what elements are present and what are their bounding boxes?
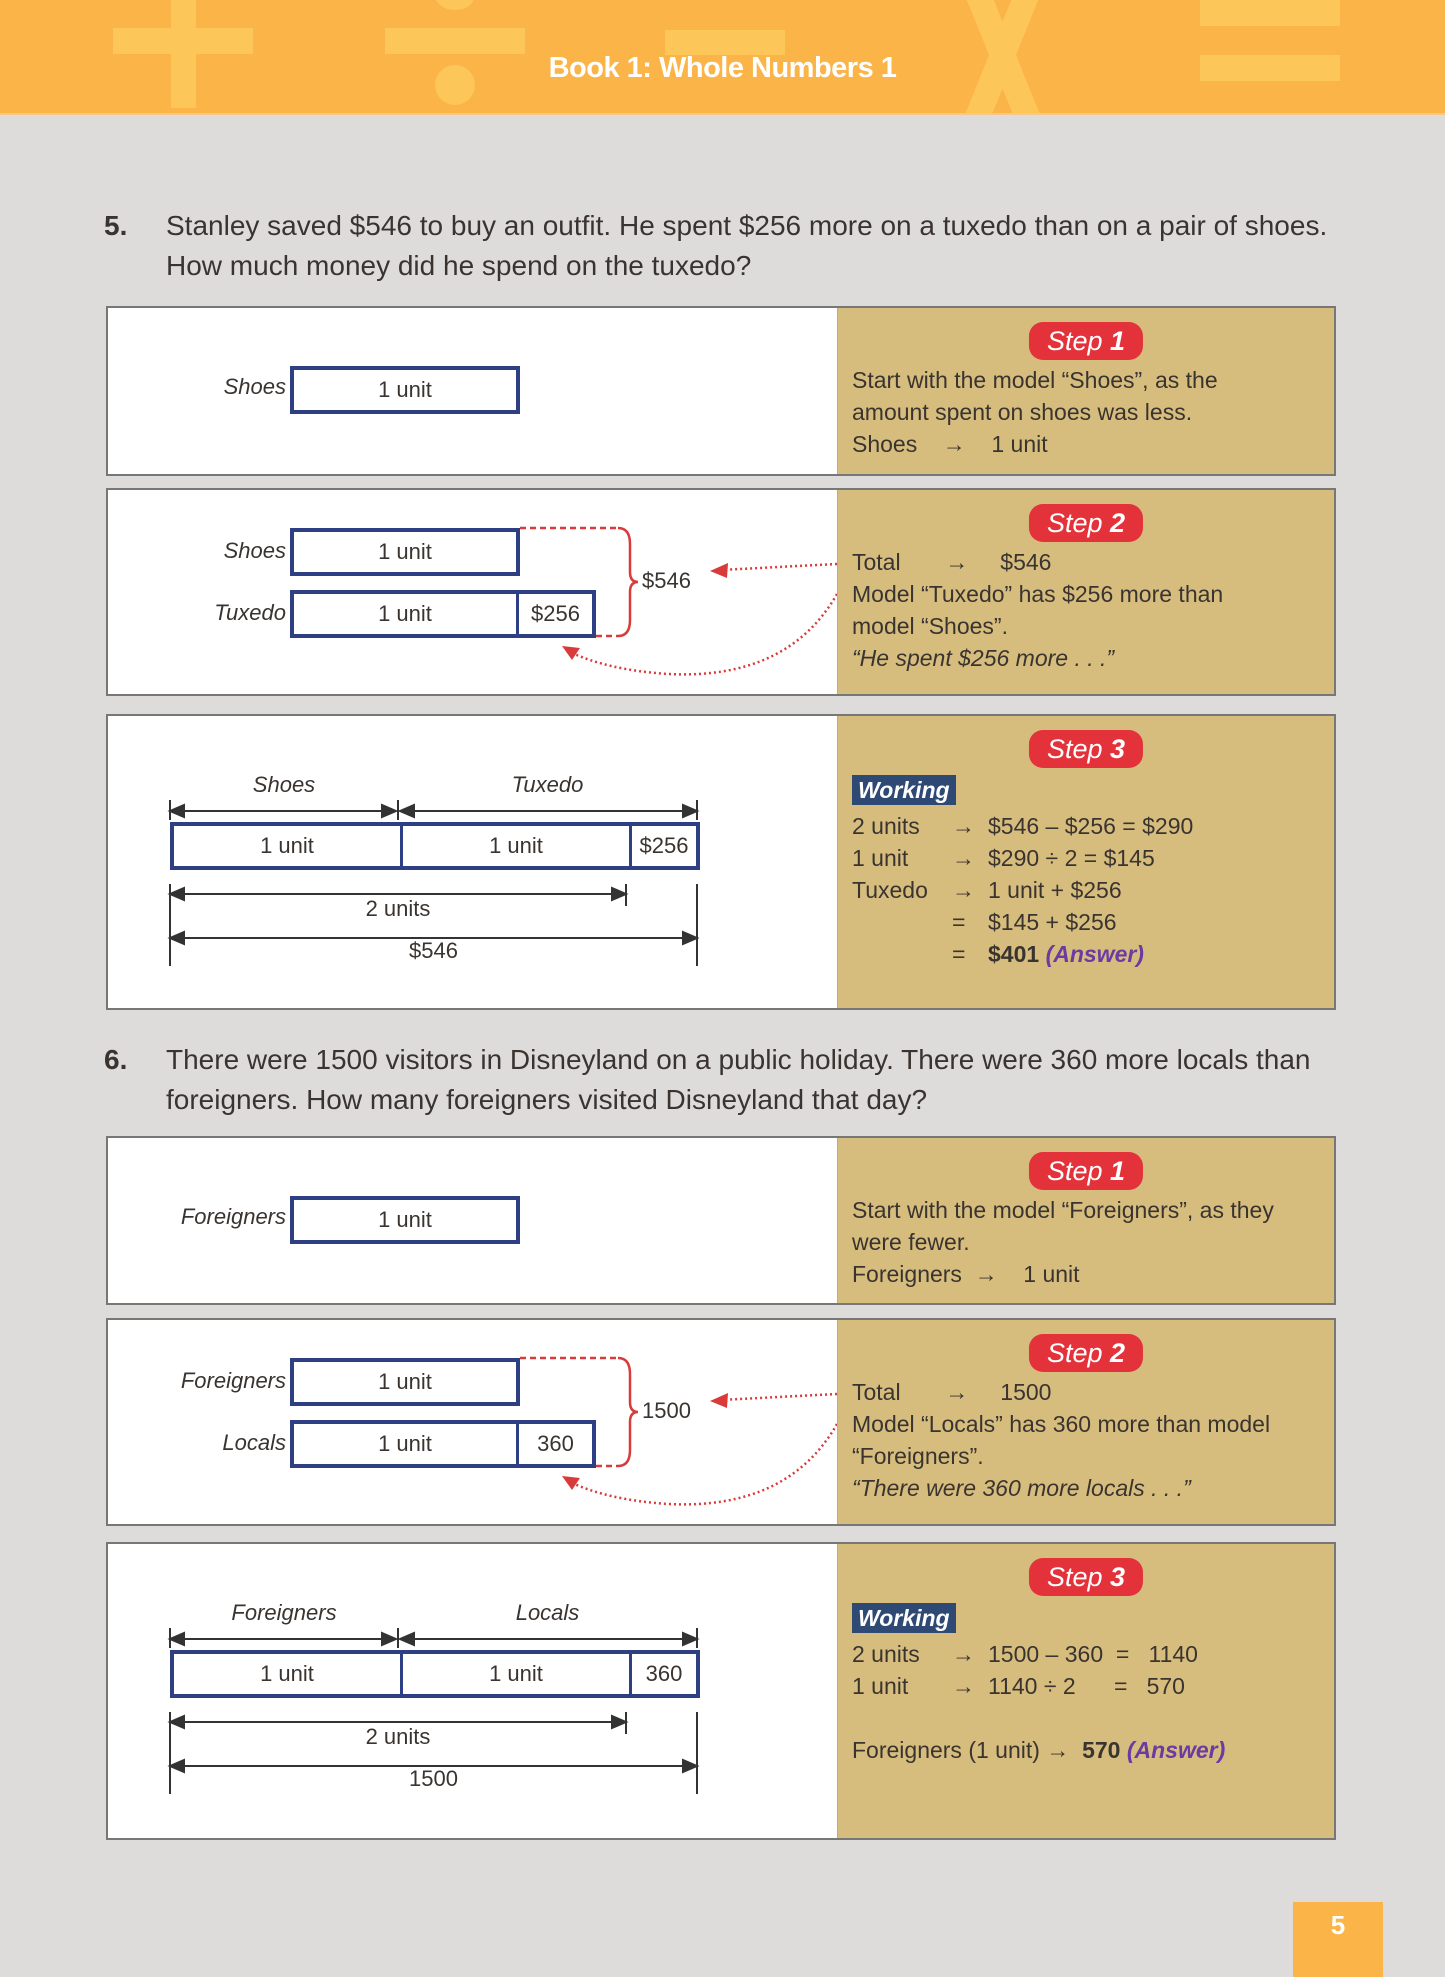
- dimension-label: 1500: [409, 1766, 458, 1791]
- model-label: Foreigners: [180, 1204, 286, 1229]
- total-label: 1500: [642, 1398, 691, 1423]
- model-bar: [290, 1196, 520, 1244]
- mapping-line: [852, 1258, 1324, 1290]
- bar-segment: 1 unit: [378, 539, 432, 564]
- text-line: “Foreigners”.: [852, 1443, 984, 1469]
- arrow-icon: →: [942, 431, 966, 457]
- combined-bar: [170, 822, 700, 870]
- arrow-icon: →: [945, 549, 969, 575]
- working-row: [852, 874, 1324, 906]
- bar-segment-extra: 360: [516, 1424, 592, 1464]
- equals-sign: =: [952, 909, 966, 935]
- bar-segment: 1 unit: [378, 1207, 432, 1232]
- text-line: Model “Tuxedo” has $256 more than: [852, 581, 1224, 607]
- equals-sign: =: [952, 941, 966, 967]
- arrow-icon: →: [952, 1641, 975, 1667]
- model-label: Foreigners: [180, 1368, 286, 1393]
- row-left: Tuxedo: [852, 877, 928, 903]
- question-text: Stanley saved $546 to buy an outfit. He spent $256 more on a tuxedo than on a pair of shoes. How much money did he spend on the tuxedo?: [166, 210, 1328, 281]
- working-row: [852, 810, 1324, 842]
- dimension-label: Shoes: [252, 772, 316, 797]
- working-row: [852, 1670, 1324, 1702]
- step-number: 1: [1110, 1156, 1126, 1186]
- dimension-label: 2 units: [365, 1724, 431, 1749]
- working-label: Working: [852, 1603, 956, 1633]
- text-left: Total: [852, 549, 901, 575]
- explanation-text: [852, 364, 1324, 460]
- bar-segment: 1 unit: [378, 1369, 432, 1394]
- arrow-icon: →: [952, 845, 975, 871]
- explanation-text: [852, 546, 1324, 674]
- answer-tag: (Answer): [1045, 941, 1144, 967]
- dimension-label: Tuxedo: [511, 772, 584, 797]
- explanation-text: [852, 1194, 1324, 1290]
- explanation-panel: [837, 1320, 1334, 1524]
- step-label: Step: [1046, 326, 1103, 356]
- step-badge: [1029, 1152, 1143, 1190]
- mapping-right: 1 unit: [991, 431, 1048, 457]
- question-number: 5.: [104, 210, 128, 241]
- mapping-left: Foreigners: [852, 1261, 962, 1287]
- step-label: Step: [1046, 508, 1103, 538]
- text-line: were fewer.: [852, 1229, 970, 1255]
- total-line: [852, 1376, 1324, 1408]
- question-5: [104, 206, 1344, 286]
- text-line: model “Shoes”.: [852, 613, 1008, 639]
- arrow-icon: →: [952, 877, 975, 903]
- model-label: Tuxedo: [214, 600, 286, 625]
- answer-tag: (Answer): [1126, 1737, 1226, 1763]
- step-badge: [1029, 1334, 1143, 1372]
- arrow-icon: →: [945, 1379, 969, 1405]
- dimension-label: 2 units: [365, 896, 431, 921]
- working-row: [852, 1638, 1324, 1670]
- step-badge: [1029, 504, 1143, 542]
- bar-segment-extra: 360: [629, 1654, 696, 1694]
- book-title: Book 1: Whole Numbers 1: [548, 52, 897, 84]
- working-row: [852, 906, 1324, 938]
- step-badge: [1029, 1558, 1143, 1596]
- explanation-text: [852, 1376, 1324, 1504]
- text-right: 1500: [1000, 1379, 1052, 1405]
- bar-segment-extra: $256: [629, 826, 696, 866]
- mapping-right: 1 unit: [1023, 1261, 1080, 1287]
- row-right: $546 – $256 = $290: [988, 813, 1194, 839]
- mapping-left: Shoes: [852, 431, 918, 457]
- row-right: 1140 ÷ 2 = 570: [988, 1673, 1185, 1699]
- row-left: 1 unit: [852, 845, 909, 871]
- answer-value: $401: [988, 941, 1040, 967]
- working-label: Working: [852, 775, 956, 805]
- explanation-panel: [837, 308, 1334, 474]
- page-number: 5: [1293, 1902, 1383, 1977]
- combined-bar: [170, 1650, 700, 1698]
- step-label: Step: [1046, 1338, 1103, 1368]
- text-right: $546: [1000, 549, 1052, 575]
- text-line: amount spent on shoes was less.: [852, 399, 1193, 425]
- arrow-icon: →: [952, 1673, 975, 1699]
- step-label: Step: [1046, 1156, 1103, 1186]
- explanation-panel: [837, 1544, 1334, 1838]
- arrow-icon: →: [952, 813, 975, 839]
- answer-row: [852, 938, 1324, 970]
- answer-row: [852, 1734, 1324, 1766]
- step-number: 3: [1110, 1562, 1126, 1592]
- step-label: Step: [1046, 1562, 1103, 1592]
- explanation-panel: [837, 490, 1334, 694]
- model-label: Shoes: [223, 374, 286, 399]
- divide-icon: [435, 0, 475, 10]
- model-label: Locals: [222, 1430, 286, 1455]
- divide-icon: [385, 28, 525, 54]
- arrow-icon: →: [1046, 1737, 1070, 1763]
- bar-segment: 1 unit: [260, 833, 314, 858]
- quote-line: “He spent $256 more . . .”: [852, 645, 1115, 671]
- bar-segment: 1 unit: [400, 826, 629, 866]
- step-number: 2: [1110, 1338, 1126, 1368]
- question-text: There were 1500 visitors in Disneyland on a public holiday. There were 360 more locals than foreigners. How many foreigners visited Disneyland that day?: [166, 1044, 1311, 1115]
- q5-step3-panel: [106, 714, 1336, 1010]
- text-line: Start with the model “Foreigners”, as they: [852, 1197, 1274, 1223]
- text-left: Total: [852, 1379, 901, 1405]
- working-text: [852, 1602, 1324, 1766]
- equals-icon: [1200, 0, 1340, 26]
- row-right: 1500 – 360 = 1140: [988, 1641, 1198, 1667]
- bar-segment: 1 unit: [378, 601, 432, 626]
- row-right: $290 ÷ 2 = $145: [988, 845, 1155, 871]
- step-number: 2: [1110, 508, 1126, 538]
- row-right: $145 + $256: [988, 909, 1117, 935]
- question-6: [104, 1040, 1344, 1120]
- dimension-label: Locals: [515, 1600, 580, 1625]
- step-label: Step: [1046, 734, 1103, 764]
- question-number: 6.: [104, 1044, 128, 1075]
- bar-segment: 1 unit: [378, 1431, 432, 1456]
- q6-step2-panel: [106, 1318, 1336, 1526]
- explanation-panel: [837, 1138, 1334, 1303]
- q5-step1-panel: [106, 306, 1336, 476]
- arrow-icon: →: [974, 1261, 998, 1287]
- answer-value: 570: [1082, 1737, 1121, 1763]
- working-row: [852, 842, 1324, 874]
- total-label: $546: [642, 568, 691, 593]
- bar-segment: 1 unit: [378, 377, 432, 402]
- total-line: [852, 546, 1324, 578]
- text-line: Start with the model “Shoes”, as the: [852, 367, 1218, 393]
- q6-step1-panel: [106, 1136, 1336, 1305]
- quote-line: “There were 360 more locals . . .”: [852, 1475, 1191, 1501]
- bar-segment: 1 unit: [400, 1654, 629, 1694]
- row-left: Foreigners (1 unit): [852, 1737, 1040, 1763]
- dimension-label: Foreigners: [231, 1600, 337, 1625]
- text-line: Model “Locals” has 360 more than model: [852, 1411, 1271, 1437]
- step-badge: [1029, 322, 1143, 360]
- step-number: 3: [1110, 734, 1126, 764]
- row-left: 2 units: [852, 813, 920, 839]
- q5-step2-panel: [106, 488, 1336, 696]
- model-label: Shoes: [223, 538, 286, 563]
- step-number: 1: [1110, 326, 1126, 356]
- explanation-panel: [837, 716, 1334, 1008]
- bar-segment: 1 unit: [260, 1661, 314, 1686]
- row-left: 1 unit: [852, 1673, 909, 1699]
- page-header: [0, 0, 1445, 115]
- step-badge: [1029, 730, 1143, 768]
- working-text: [852, 774, 1324, 970]
- row-right: 1 unit + $256: [988, 877, 1122, 903]
- q6-step3-panel: [106, 1542, 1336, 1840]
- mapping-line: [852, 428, 1324, 460]
- row-left: 2 units: [852, 1641, 920, 1667]
- brace-and-arrows: [108, 1320, 837, 1524]
- model-bar: [290, 366, 520, 414]
- bar-segment-extra: $256: [516, 594, 592, 634]
- brace-and-arrows: [108, 490, 837, 694]
- dimension-label: $546: [409, 938, 458, 963]
